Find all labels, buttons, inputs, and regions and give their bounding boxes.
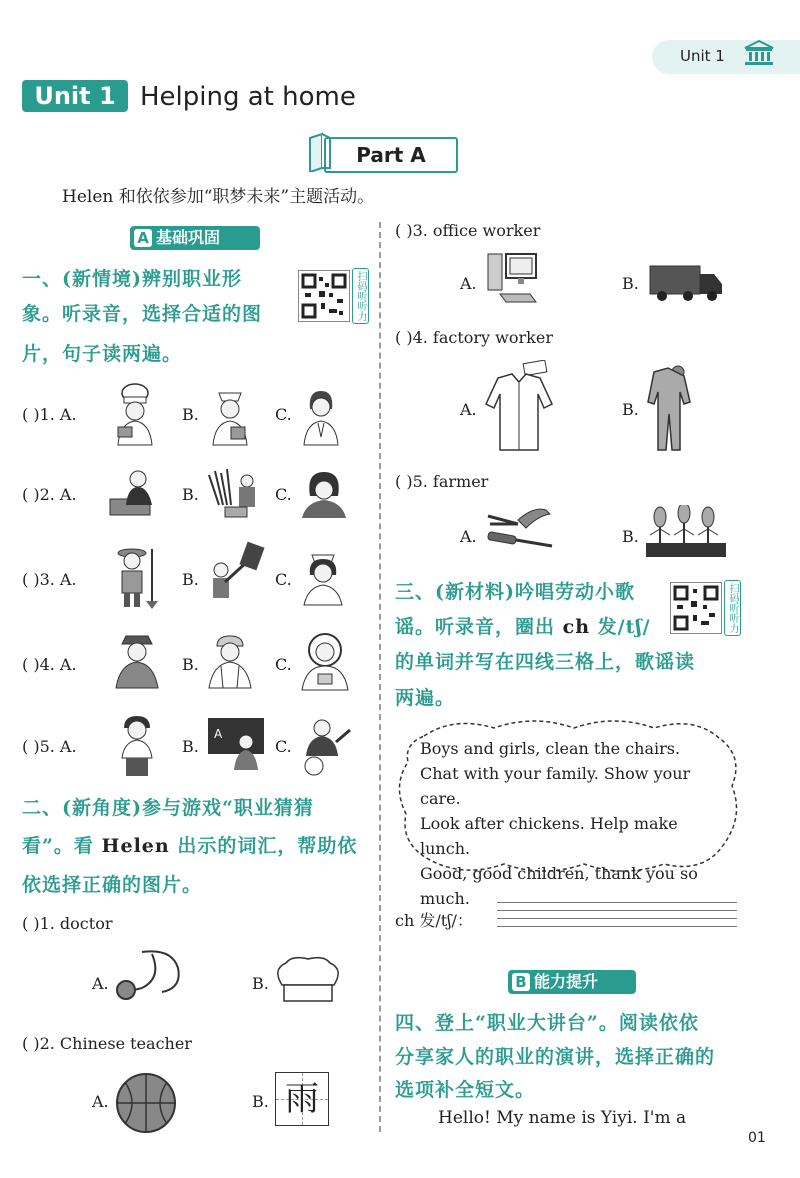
q2-item-2-a: A. [92,1092,109,1111]
woman-picture [296,468,352,524]
q1-item-3-b: B. [182,570,199,589]
truck-picture [648,262,724,308]
q3-instruction-2 [395,610,651,645]
character-yu: 雨 [285,1079,319,1119]
q4-instruction-1: 四、登上“职业大讲台”。阅读依依 [395,1012,699,1034]
q1-item-4-c: C. [275,655,292,674]
intro-text: Helen 和依依参加“职梦未来”主题活动。 [62,187,375,207]
page-number: 01 [748,1130,766,1146]
chant-text [420,736,730,911]
q2-item-3-b: B. [622,274,639,293]
nurse-picture [205,383,255,452]
q2-instruction-1: 二、(新角度)参与游戏“职业猜猜 [22,797,314,819]
basketball-picture [115,1072,177,1138]
white-coat-picture [484,360,554,456]
chef-hat-picture [272,955,344,1009]
page-title: Helping at home [140,82,356,112]
q2-item-5-label: ( )5. farmer [395,472,489,491]
scan-listen-label: 扫码听听力 [352,268,369,324]
writing-lines[interactable] [497,900,737,932]
q2-item-5-b: B. [622,527,639,546]
q1-item-4-b: B. [182,655,199,674]
q2-instruction-2a: 看”。看 [22,835,102,857]
doctor-picture [296,383,346,452]
computer-picture [486,250,548,310]
q1-item-2-b: B. [182,485,199,504]
q1-item-5-c: C. [275,737,292,756]
part-label: Part A [324,137,458,173]
q2-instruction-2 [22,829,357,864]
section-a-letter: A [134,229,152,247]
header-tab [652,40,800,74]
worker-picture [205,540,265,612]
overalls-picture [646,362,692,456]
q1-item-5-label: ( )5. A. [22,737,77,756]
building-icon [743,40,775,70]
qr-code-icon[interactable] [298,270,350,322]
q4-instruction-3: 选项补全短文。 [395,1079,536,1101]
farmer-harvest-picture [205,465,261,525]
chant-line-4: Good, good children, thank you so [420,864,698,883]
q1-item-1-b: B. [182,405,199,424]
svg-text:A: A [214,727,223,741]
worker-overalls-picture [205,632,255,694]
q2-item-5-a: A. [460,527,477,546]
q2-instruction-3: 依选择正确的图片。 [22,874,203,896]
q3-instruction-2a: 谣。听录音，圈出 [395,616,563,638]
q1-item-3-label: ( )3. A. [22,570,77,589]
stethoscope-picture [112,948,192,1012]
chant-line-3: Look after chickens. Help make lunch. [420,814,678,858]
q1-item-1-label: ( )1. A. [22,405,77,424]
q1-item-4-label: ( )4. A. [22,655,77,674]
q4-passage: Hello! My name is Yiyi. I'm a [438,1108,687,1128]
q1-instruction-2: 象。听录音，选择合适的图 [22,303,263,325]
wheat-picture [646,505,726,561]
q2-item-2-b: B. [252,1092,269,1111]
astronaut-picture [298,630,352,696]
q1-item-3-c: C. [275,570,292,589]
q2-item-1-label: ( )1. doctor [22,914,113,933]
q2-item-3-a: A. [460,274,477,293]
header-unit-label: Unit 1 [680,47,725,65]
q3-instruction-ch: ch [562,616,591,638]
q2-item-2-label: ( )2. Chinese teacher [22,1034,192,1053]
q3-instruction-4: 两遍。 [395,687,456,709]
q1-instruction-1: 一、(新情境)辨别职业形 [22,268,242,290]
character-grid [275,1072,329,1126]
q2-instruction-helen: Helen [101,835,170,857]
section-b-letter: B [512,973,530,991]
section-a-label: 基础巩固 [156,228,221,247]
q2-item-4-label: ( )4. factory worker [395,328,553,347]
q1-item-1-c: C. [275,405,292,424]
q1-item-2-c: C. [275,485,292,504]
nurse-picture-2 [298,545,348,611]
chant-line-1: Boys and girls, clean the chairs. [420,739,681,758]
q1-item-5-b: B. [182,737,199,756]
section-b-label: 能力提升 [534,972,599,991]
q2-item-1-b: B. [252,974,269,993]
q1-instruction-3: 片，句子读两遍。 [22,343,183,365]
office-worker-picture [108,465,164,525]
q2-instruction-2c: 出示的词汇，帮助依 [169,835,358,857]
q2-item-1-a: A. [92,974,109,993]
teacher-blackboard-picture [206,716,266,776]
chant-line-5: much. [420,889,470,908]
student-picture [112,712,162,782]
tools-picture [484,502,556,554]
q3-instruction-2c: 发/tʃ/ [590,616,651,638]
column-divider [379,222,381,1132]
police-picture [112,632,162,694]
answer-label: ch 发/tʃ/： [395,911,473,930]
unit-badge: Unit 1 [22,80,128,112]
q2-item-4-a: A. [460,400,477,419]
q2-item-3-label: ( )3. office worker [395,221,541,240]
q3-instruction-1: 三、(新材料)吟唱劳动小歌 [395,581,635,603]
qr-code-icon-2[interactable] [670,582,722,634]
chant-line-2: Chat with your family. Show your care. [420,764,691,808]
scan-listen-label-2: 扫码听听力 [724,580,741,636]
q1-item-2-label: ( )2. A. [22,485,77,504]
q3-instruction-3: 的单词并写在四线三格上，歌谣读 [395,651,696,673]
chef-picture [110,383,160,452]
section-b-badge [508,970,636,994]
q2-item-4-b: B. [622,400,639,419]
farmer-shovel-picture [112,545,162,614]
coach-picture [300,716,356,782]
q4-instruction-2: 分享家人的职业的演讲，选择正确的 [395,1046,716,1068]
section-a-badge [130,226,260,250]
